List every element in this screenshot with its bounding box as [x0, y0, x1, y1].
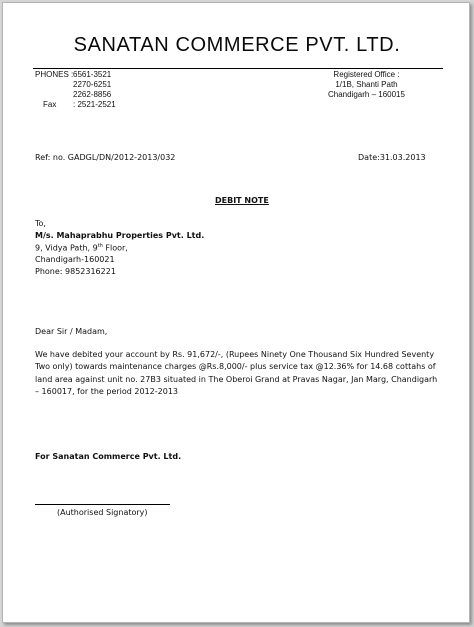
- recipient-block: [35, 218, 204, 278]
- recipient-city: Chandigarh-160021: [35, 255, 115, 265]
- signature-line: [35, 496, 170, 505]
- signatory-label: (Authorised Signatory): [57, 508, 148, 517]
- phone-block: [35, 70, 116, 110]
- office-label: Registered Office :: [333, 70, 400, 79]
- letter-paragraph: We have debited your account by Rs. 91,672/-, (Rupees Ninety One Thousand Six Hundred Seventy Two only) towards maintenance charges @Rs.8,000/- plus service tax @12.36% for 14.68 cottahs of land area against unit no. 27B3 situated in The Oberoi Grand at Pravas Nagar, Jan Marg, Chandigarh – 160017, for the period 2012-2013: [35, 350, 438, 397]
- company-name: SANATAN COMMERCE PVT. LTD.: [73, 34, 401, 56]
- registered-office: [328, 70, 405, 100]
- fax-label: Fax: [43, 100, 57, 109]
- phone-number-3: 2262-8856: [73, 90, 112, 99]
- recipient-name: M/s. Mahaprabhu Properties Pvt. Ltd.: [35, 230, 205, 240]
- letterhead-divider: [33, 68, 443, 69]
- company-signoff: For Sanatan Commerce Pvt. Ltd.: [35, 452, 182, 461]
- document-date: Date:31.03.2013: [358, 153, 426, 162]
- recipient-phone: Phone: 9852316221: [35, 267, 116, 277]
- phone-number-2: 2270-6251: [73, 80, 112, 89]
- recipient-address: 9, Vidya Path, 9th Floor,: [35, 243, 128, 253]
- office-line-2: Chandigarh – 160015: [328, 90, 405, 99]
- to-label: To,: [35, 219, 46, 228]
- fax-number: : 2521-2521: [73, 100, 116, 109]
- office-line-1: 1/1B, Shanti Path: [335, 80, 398, 89]
- document-title: DEBIT NOTE: [215, 196, 269, 205]
- reference-number: Ref: no. GADGL/DN/2012-2013/032: [35, 153, 176, 162]
- phone-number-1: 6561-3521: [73, 70, 112, 79]
- salutation: Dear Sir / Madam,: [35, 327, 108, 336]
- phones-label: PHONES :: [35, 70, 74, 79]
